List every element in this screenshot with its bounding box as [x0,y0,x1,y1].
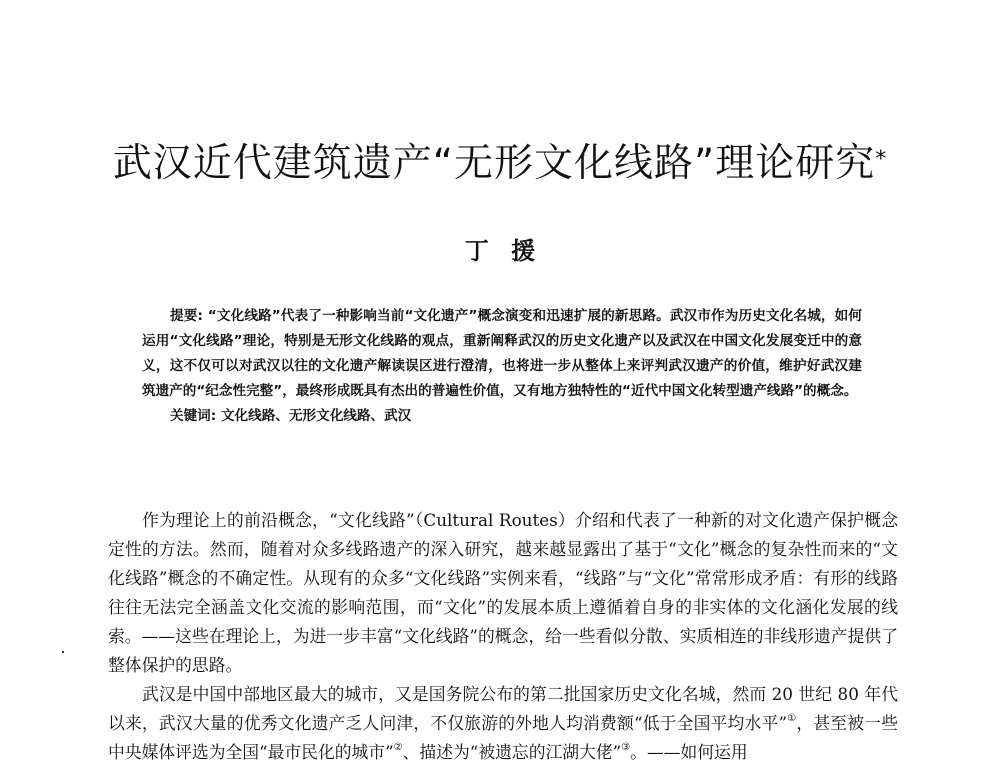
abstract-block [142,304,862,429]
paragraph-2-part-a: 武汉是中国中部地区最大的城市，又是国务院公布的第二批国家历史文化名城，然而 20 世纪 80 年代以来，武汉大量的优秀文化遗产乏人问津，不仅旅游的外地人均消费额“低于全国平均水平” [108,684,898,733]
footnote-1-mark: ① [787,713,797,724]
abstract-text: “文化线路”代表了一种影响当前“文化遗产”概念演变和迅速扩展的新思路。武汉市作为历史文化名城，如何运用“文化线路”理论，特别是无形文化线路的观点，重新阐释武汉的历史文化遗产以及武汉在中国文化发展变迁中的意义，这不仅可以对武汉以往的文化遗产解读误区进行澄清，也将进一步从整体上来评判武汉遗产的价值，维护好武汉建筑遗产的“纪念性完整”，最终形成既具有杰出的普遍性价值，又有地方独特性的“近代中国文化转型遗产线路”的概念。 [142,308,862,399]
keywords-label: 关键词: [170,408,217,424]
paragraph-2-part-c: 、描述为“被遗忘的江湖大佬” [402,742,622,762]
scan-speck [62,651,64,653]
body-paragraph-2 [108,680,898,767]
paragraph-2-part-b: ，甚至被一些中央媒体评选为全国“最市民化的城市” [108,713,898,762]
keywords-line [142,404,862,429]
abstract-label: 提要: [170,308,203,324]
paragraph-2-part-d: 。——如何运用 [630,742,748,762]
footnote-2-mark: ② [393,742,403,753]
author-name: 丁 援 [464,237,536,265]
body-paragraph-1: 作为理论上的前沿概念，“文化线路”（Cultural Routes）介绍和代表了一种新的对文化遗产保护概念定性的方法。然而，随着对众多线路遗产的深入研究，越来越显露出了基于“文化”概念的复杂性而来的“文化线路”概念的不确定性。从现有的众多“文化线路”实例来看，“线路”与“文化”常常形成矛盾：有形的线路往往无法完全涵盖文化交流的影响范围，而“文化”的发展本质上遵循着自身的非实体的文化涵化发展的线索。——这些在理论上，为进一步丰富“文化线路”的概念，给一些看似分散、实质相连的非线形遗产提供了整体保护的思路。 [108,510,898,675]
abstract-paragraph [142,304,862,404]
keywords-text: 文化线路、无形文化线路、武汉 [216,408,412,424]
paper-title-text: 武汉近代建筑遗产“无形文化线路”理论研究 [112,141,876,186]
paper-title [0,138,1000,190]
footnote-3-mark: ③ [621,742,631,753]
body-text [108,506,898,767]
title-footnote-mark: * [875,147,888,172]
